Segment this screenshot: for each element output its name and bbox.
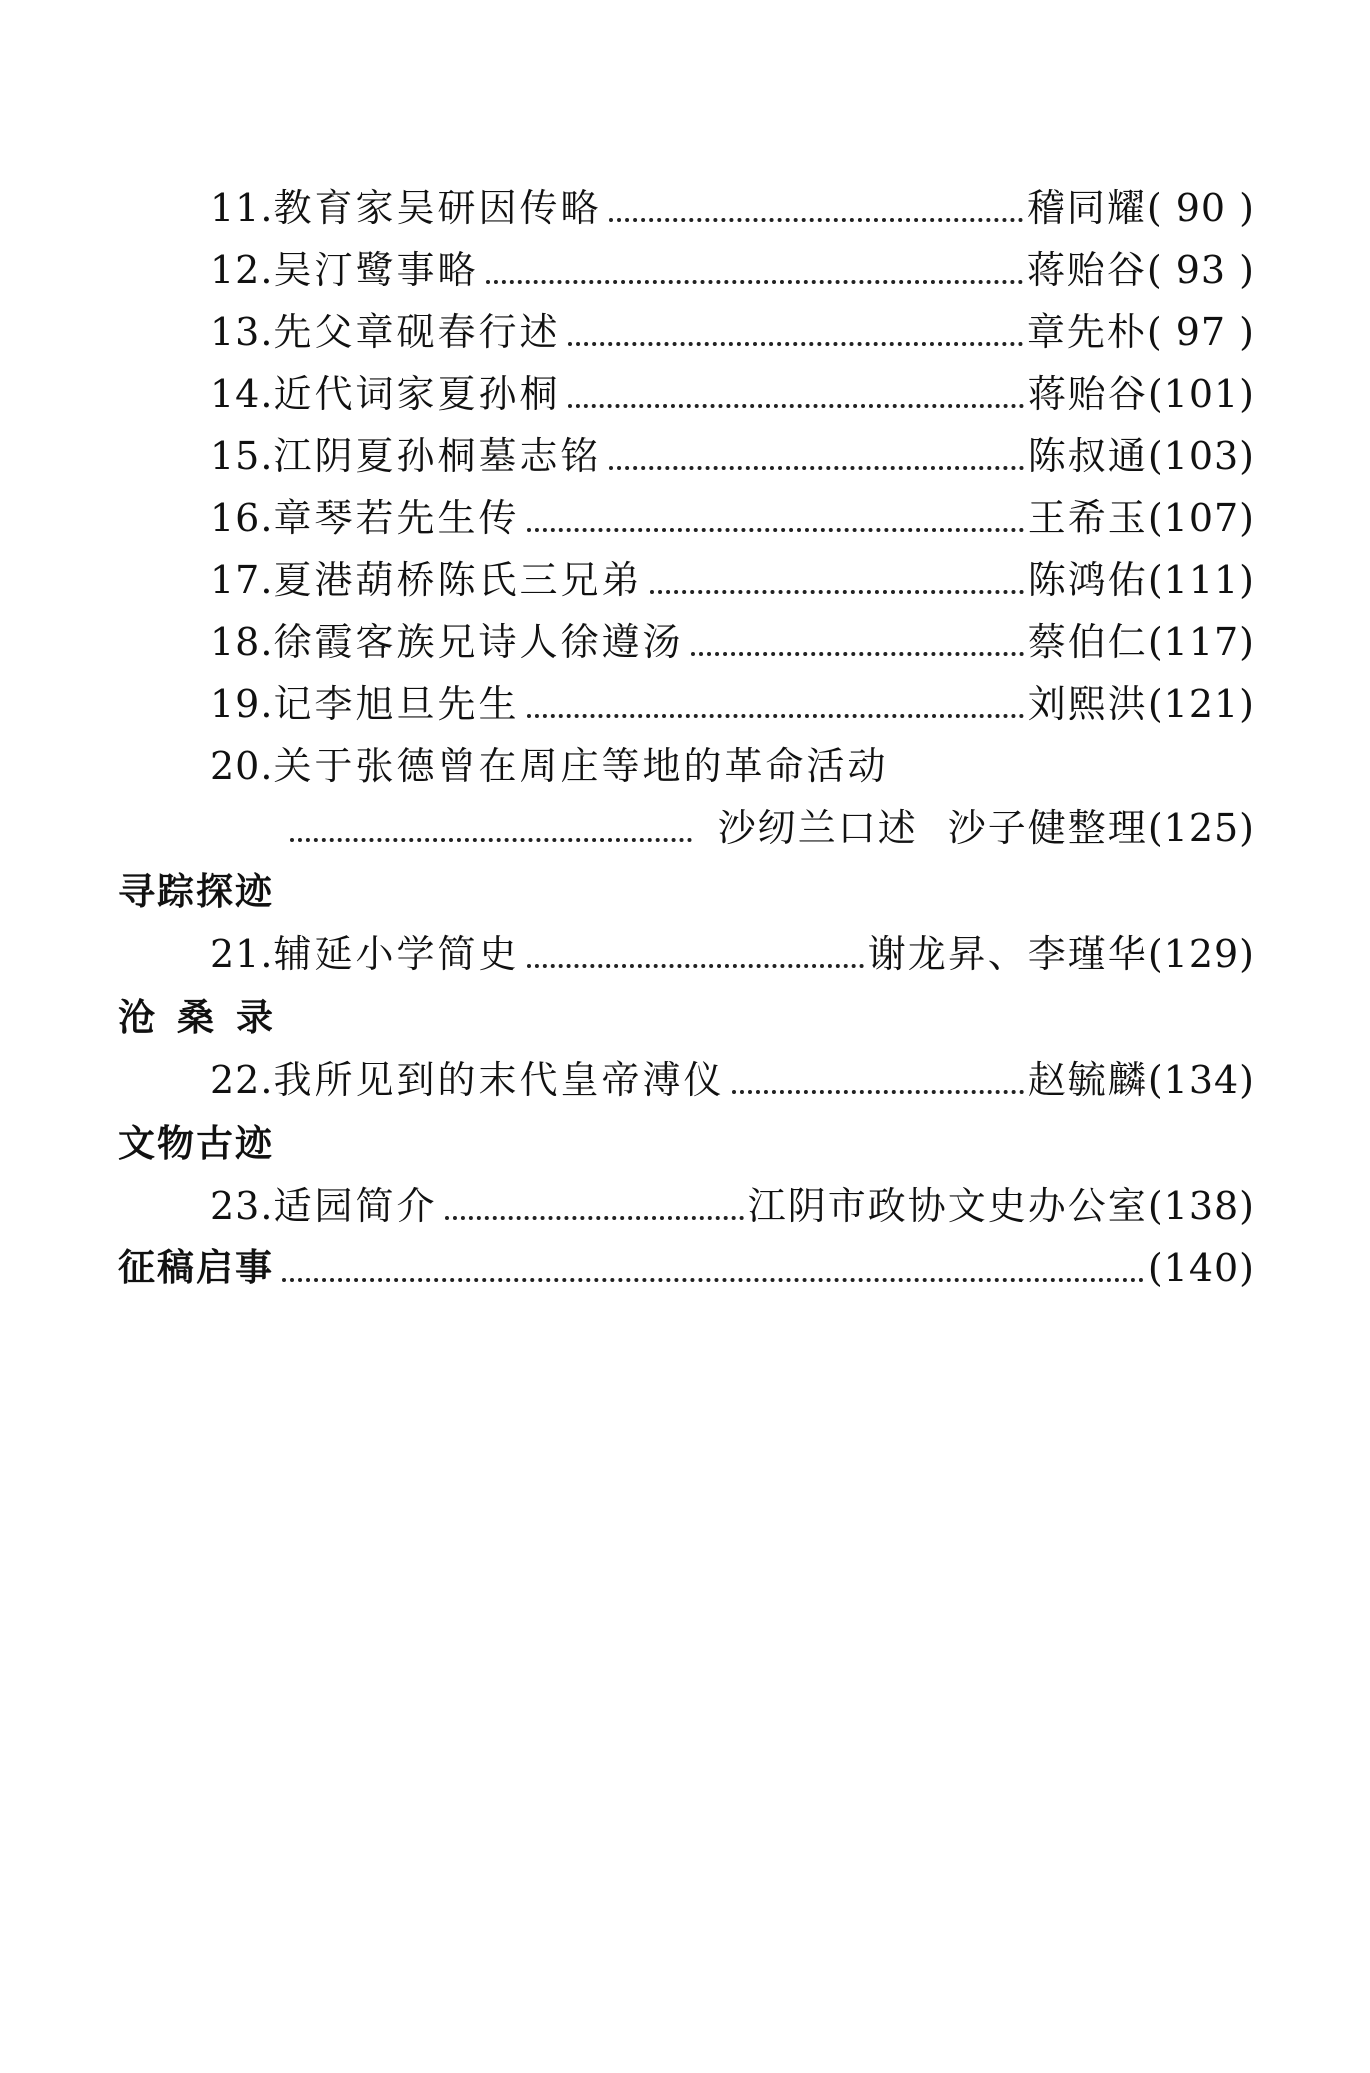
dot-leader <box>486 280 1022 284</box>
section-heading: 沧桑录 <box>118 996 295 1039</box>
entry-page: ( 90 ) <box>1146 186 1255 230</box>
entry-number: 22. <box>210 1058 274 1102</box>
entry-number: 12. <box>210 248 274 292</box>
toc-entry-12 <box>210 242 1255 298</box>
toc-entry-20-continuation <box>290 800 1255 856</box>
entry-number: 20. <box>210 744 274 788</box>
entry-page: (129) <box>1147 932 1255 976</box>
entry-author: 蒋贻谷 <box>1027 372 1148 416</box>
entry-page: ( 93 ) <box>1146 248 1255 292</box>
dot-leader <box>527 528 1023 532</box>
toc-entry-17 <box>210 552 1255 608</box>
entry-author: 赵毓麟 <box>1027 1058 1148 1102</box>
entry-number: 18. <box>210 620 274 664</box>
toc-entry-22 <box>210 1052 1255 1108</box>
entry-number: 13. <box>210 310 274 354</box>
entry-author: 江阴市政协文史办公室 <box>747 1184 1148 1228</box>
entry-title: 关于张德曾在周庄等地的革命活动 <box>273 744 889 788</box>
dot-leader <box>527 714 1023 718</box>
toc-entry-11 <box>210 180 1255 236</box>
entry-page: ( 97 ) <box>1146 310 1255 354</box>
entry-number: 23. <box>210 1184 274 1228</box>
entry-title: 辅延小学简史 <box>273 932 520 976</box>
toc-entry-20 <box>210 738 1255 794</box>
dot-leader <box>609 218 1022 222</box>
dot-leader <box>290 838 692 842</box>
entry-number: 15. <box>210 434 274 478</box>
entry-page: (103) <box>1147 434 1255 478</box>
dot-leader <box>445 1216 743 1220</box>
entry-page: (117) <box>1147 620 1255 664</box>
entry-author: 陈叔通 <box>1027 434 1148 478</box>
entry-author: 稽同耀 <box>1026 186 1147 230</box>
dot-leader <box>527 964 863 968</box>
entry-author: 王希玉 <box>1027 496 1148 540</box>
entry-author: 谢龙昇、李瑾华 <box>867 932 1148 976</box>
toc-entry-13 <box>210 304 1255 360</box>
entry-title: 章琴若先生传 <box>273 496 520 540</box>
entry-number: 14. <box>210 372 274 416</box>
entry-author-secondary: 沙子健整理 <box>947 806 1148 850</box>
entry-page: (101) <box>1147 372 1255 416</box>
toc-entry-19 <box>210 676 1255 732</box>
entry-number: 16. <box>210 496 274 540</box>
toc-entry-call-for-papers <box>118 1240 1255 1296</box>
entry-title: 夏港葫桥陈氏三兄弟 <box>273 558 643 602</box>
entry-title: 徐霞客族兄诗人徐遵汤 <box>273 620 684 664</box>
dot-leader <box>282 1278 1144 1282</box>
entry-title: 我所见到的末代皇帝溥仪 <box>273 1058 725 1102</box>
section-heading: 征稿启事 <box>118 1246 274 1289</box>
toc-entry-16 <box>210 490 1255 546</box>
entry-author: 刘熙洪 <box>1027 682 1148 726</box>
entry-title: 适园简介 <box>273 1184 438 1228</box>
entry-number: 21. <box>210 932 274 976</box>
entry-title: 先父章砚春行述 <box>273 310 561 354</box>
dot-leader <box>691 652 1023 656</box>
entry-author: 蔡伯仁 <box>1027 620 1148 664</box>
entry-title: 近代词家夏孙桐 <box>273 372 561 416</box>
entry-page: (107) <box>1147 496 1255 540</box>
entry-title: 教育家吴研因传略 <box>273 186 602 230</box>
entry-title: 记李旭旦先生 <box>273 682 520 726</box>
section-heading: 寻踪探迹 <box>118 870 274 913</box>
entry-page: (121) <box>1147 682 1255 726</box>
entry-author: 蒋贻谷 <box>1026 248 1147 292</box>
dot-leader <box>609 466 1023 470</box>
entry-page: (134) <box>1147 1058 1255 1102</box>
entry-author: 陈鸿佑 <box>1027 558 1148 602</box>
entry-page: (138) <box>1147 1184 1255 1228</box>
entry-number: 17. <box>210 558 274 602</box>
section-heading: 文物古迹 <box>118 1122 274 1165</box>
entry-title: 江阴夏孙桐墓志铭 <box>273 434 602 478</box>
entry-author: 章先朴 <box>1026 310 1147 354</box>
toc-entry-21 <box>210 926 1255 982</box>
dot-leader <box>650 590 1023 594</box>
entry-author: 沙纫兰口述 <box>717 806 918 850</box>
toc-entry-15 <box>210 428 1255 484</box>
toc-entry-14 <box>210 366 1255 422</box>
entry-number: 11. <box>210 186 274 230</box>
entry-title: 吴汀鹭事略 <box>273 248 479 292</box>
entry-page: (125) <box>1147 806 1255 850</box>
dot-leader <box>568 342 1022 346</box>
toc-entry-18 <box>210 614 1255 670</box>
dot-leader <box>732 1090 1023 1094</box>
entry-number: 19. <box>210 682 274 726</box>
dot-leader <box>568 404 1023 408</box>
toc-entry-23 <box>210 1178 1255 1234</box>
entry-page: (140) <box>1147 1246 1255 1290</box>
entry-page: (111) <box>1147 558 1255 602</box>
